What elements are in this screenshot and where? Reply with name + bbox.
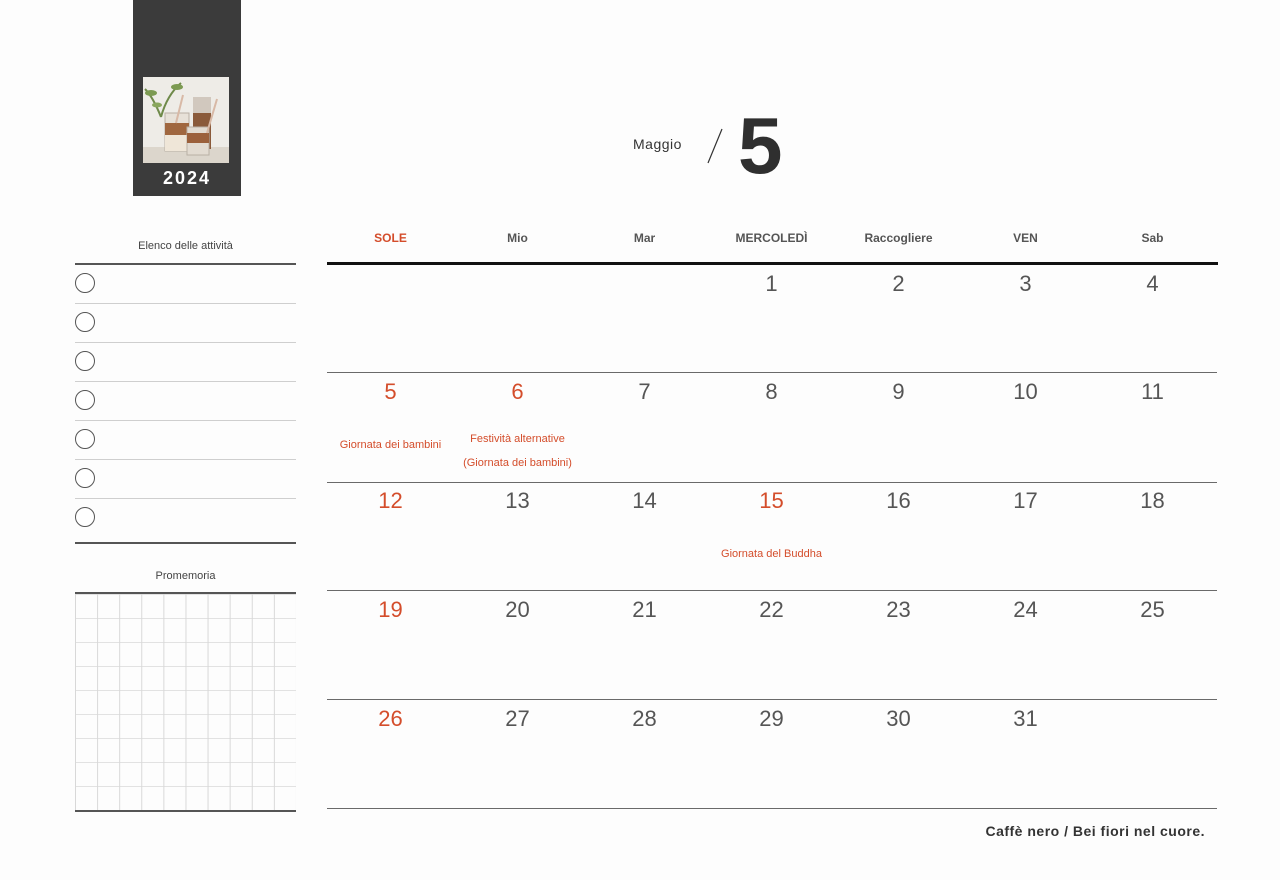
day-cell[interactable]: [1089, 700, 1216, 808]
day-cell[interactable]: [1089, 373, 1216, 481]
weekday-header: Mio: [507, 231, 528, 245]
day-cell[interactable]: [835, 700, 962, 808]
day-cell[interactable]: [327, 265, 454, 373]
task-checkbox[interactable]: [75, 312, 95, 332]
day-number: 15: [759, 488, 784, 513]
task-row[interactable]: [75, 304, 296, 343]
weekday-header: SOLE: [374, 231, 407, 245]
day-cell[interactable]: [708, 373, 835, 481]
task-row[interactable]: [75, 265, 296, 304]
task-row[interactable]: [75, 421, 296, 460]
day-cell[interactable]: [454, 373, 581, 481]
task-checkbox[interactable]: [75, 351, 95, 371]
day-cell[interactable]: [835, 373, 962, 481]
day-cell[interactable]: [581, 373, 708, 481]
day-cell[interactable]: [454, 265, 581, 373]
day-number: 16: [886, 488, 911, 513]
day-number: 8: [765, 379, 778, 404]
slash-divider: [706, 128, 724, 164]
task-checkbox[interactable]: [75, 507, 95, 527]
notes-grid[interactable]: [75, 592, 296, 812]
task-checkbox[interactable]: [75, 429, 95, 449]
notes-title: Promemoria: [155, 570, 216, 582]
day-cell[interactable]: [962, 265, 1089, 373]
tasks-title: Elenco delle attività: [138, 240, 233, 252]
day-number: 7: [638, 379, 651, 404]
day-number: 1: [765, 271, 778, 296]
day-cell[interactable]: [454, 591, 581, 699]
day-cell[interactable]: [708, 265, 835, 373]
day-cell[interactable]: [581, 700, 708, 808]
task-row[interactable]: [75, 460, 296, 499]
day-cell[interactable]: [327, 482, 454, 590]
day-number: 24: [1013, 597, 1038, 622]
task-list: [75, 263, 296, 544]
holiday-label: (Giornata dei bambini): [463, 457, 572, 469]
day-cell[interactable]: [1089, 265, 1216, 373]
day-number: 23: [886, 597, 911, 622]
day-number: 29: [759, 706, 784, 731]
day-cell[interactable]: [962, 591, 1089, 699]
day-number: 6: [511, 379, 524, 404]
task-checkbox[interactable]: [75, 390, 95, 410]
holiday-label: Festività alternative: [470, 433, 565, 445]
day-number: 28: [632, 706, 657, 731]
day-number: 13: [505, 488, 530, 513]
day-cell[interactable]: [581, 482, 708, 590]
year-label: 2024: [162, 168, 212, 188]
day-number: 18: [1140, 488, 1165, 513]
footer-motto: Caffè nero / Bei fiori nel cuore.: [985, 823, 1205, 839]
day-number: 27: [505, 706, 530, 731]
day-cell[interactable]: [708, 700, 835, 808]
day-cell[interactable]: [835, 265, 962, 373]
weekday-header: MERCOLEDÌ: [735, 231, 808, 245]
task-checkbox[interactable]: [75, 468, 95, 488]
weekday-header: Sab: [1141, 231, 1164, 245]
day-cell[interactable]: [327, 373, 454, 481]
day-cell[interactable]: [327, 700, 454, 808]
day-number: 9: [892, 379, 905, 404]
month-number: 5: [738, 101, 783, 190]
week-divider: [327, 590, 1217, 591]
day-number: 10: [1013, 379, 1038, 404]
day-number: 2: [892, 271, 905, 296]
week-divider: [327, 808, 1217, 809]
task-row[interactable]: [75, 343, 296, 382]
day-number: 12: [378, 488, 403, 513]
day-number: 11: [1141, 379, 1164, 404]
day-number: 25: [1140, 597, 1165, 622]
day-number: 21: [632, 597, 657, 622]
week-divider: [327, 699, 1217, 700]
year-tab: [133, 0, 241, 196]
holiday-label: Giornata dei bambini: [339, 439, 442, 451]
month-name: Maggio: [633, 136, 682, 152]
day-cell[interactable]: [581, 265, 708, 373]
week-divider: [327, 482, 1217, 483]
task-row[interactable]: [75, 499, 296, 538]
week-divider: [327, 372, 1217, 373]
weekday-header: VEN: [1013, 231, 1038, 245]
holiday-label: Giornata del Buddha: [721, 548, 822, 560]
task-checkbox[interactable]: [75, 273, 95, 293]
weekday-header: Mar: [633, 231, 656, 245]
day-cell[interactable]: [835, 591, 962, 699]
day-cell[interactable]: [1089, 591, 1216, 699]
day-cell[interactable]: [962, 700, 1089, 808]
day-cell[interactable]: [962, 482, 1089, 590]
coffee-photo: [143, 77, 229, 163]
day-number: 20: [505, 597, 530, 622]
weekday-header: Raccogliere: [864, 231, 933, 245]
day-number: 4: [1146, 271, 1159, 296]
day-number: 5: [384, 379, 397, 404]
day-number: 31: [1013, 706, 1038, 731]
day-cell[interactable]: [962, 373, 1089, 481]
day-cell[interactable]: [327, 591, 454, 699]
day-cell[interactable]: [708, 591, 835, 699]
day-number: 22: [759, 597, 784, 622]
day-cell[interactable]: [1089, 482, 1216, 590]
day-number: 19: [378, 597, 403, 622]
day-cell[interactable]: [708, 482, 835, 590]
day-number: 30: [886, 706, 911, 731]
task-row[interactable]: [75, 382, 296, 421]
day-number: 26: [378, 706, 403, 731]
day-cell[interactable]: [454, 700, 581, 808]
day-number: 14: [632, 488, 657, 513]
day-cell[interactable]: [835, 482, 962, 590]
day-number: 3: [1019, 271, 1032, 296]
day-cell[interactable]: [454, 482, 581, 590]
day-number: 17: [1013, 488, 1038, 513]
day-cell[interactable]: [581, 591, 708, 699]
